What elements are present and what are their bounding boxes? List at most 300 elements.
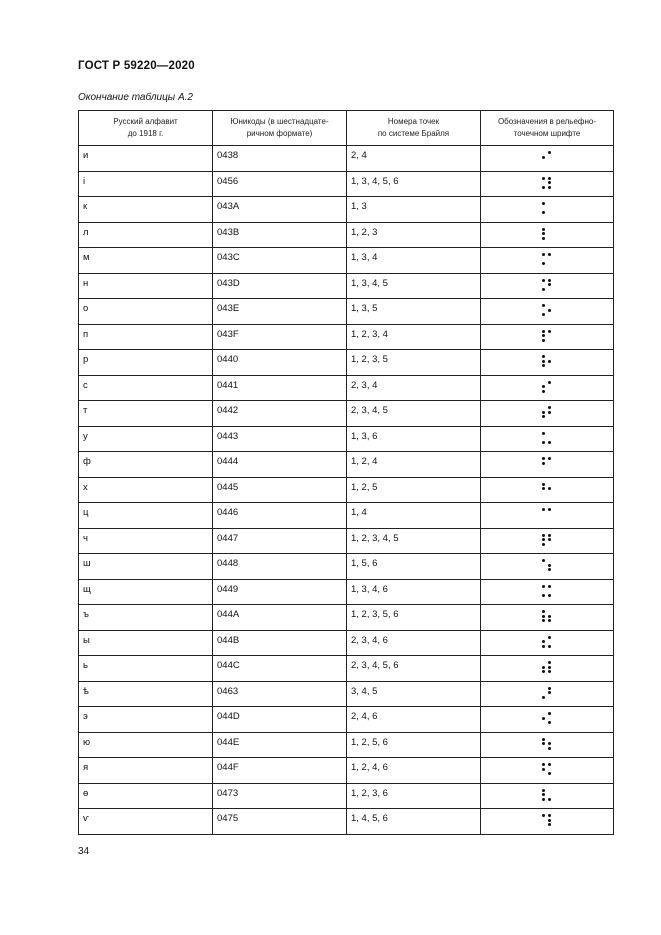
braille-dot-6	[548, 645, 551, 648]
braille-cell	[481, 732, 614, 758]
unicode-cell: 0449	[213, 579, 347, 605]
table-row	[79, 605, 614, 631]
braille-cell	[481, 477, 614, 503]
braille-cell	[481, 146, 614, 172]
letter-cell: л	[79, 222, 213, 248]
braille-dot-2	[542, 538, 545, 541]
table-header-row	[79, 111, 614, 146]
braille-dot-1	[542, 151, 545, 154]
table-row	[79, 171, 614, 197]
braille-dot-4	[548, 228, 551, 231]
braille-dot-5	[548, 181, 551, 184]
braille-cell	[481, 809, 614, 835]
braille-dot-5	[548, 462, 551, 465]
braille-dot-1	[542, 738, 545, 741]
table-row	[79, 248, 614, 274]
column-header-dots: Номера точек по системе Брайля	[347, 111, 481, 146]
letter-cell: н	[79, 273, 213, 299]
braille-dot-3	[542, 390, 545, 393]
table-row	[79, 579, 614, 605]
braille-dot-2	[542, 589, 545, 592]
dots-cell: 1, 3, 4, 6	[347, 579, 481, 605]
braille-dot-4	[548, 712, 551, 715]
braille-symbol	[542, 406, 552, 419]
braille-dot-5	[548, 819, 551, 822]
braille-dot-5	[548, 232, 551, 235]
dots-cell: 1, 3, 4, 5	[347, 273, 481, 299]
braille-dot-2	[542, 232, 545, 235]
braille-dot-5	[548, 283, 551, 286]
table-row	[79, 375, 614, 401]
braille-dot-5	[548, 156, 551, 159]
braille-cell	[481, 758, 614, 784]
braille-cell	[481, 350, 614, 376]
braille-symbol	[542, 763, 552, 776]
braille-dot-4	[548, 636, 551, 639]
braille-cell	[481, 324, 614, 350]
unicode-cell: 043D	[213, 273, 347, 299]
braille-dot-3	[542, 823, 545, 826]
dots-cell: 1, 2, 5, 6	[347, 732, 481, 758]
dots-cell: 1, 3, 5	[347, 299, 481, 325]
braille-dot-3	[542, 313, 545, 316]
braille-dot-2	[542, 691, 545, 694]
braille-dot-4	[548, 483, 551, 486]
letter-cell: о	[79, 299, 213, 325]
braille-cell	[481, 579, 614, 605]
braille-dot-6	[548, 415, 551, 418]
braille-cell	[481, 171, 614, 197]
braille-dot-5	[548, 207, 551, 210]
braille-dot-1	[542, 508, 545, 511]
dots-cell: 1, 3, 6	[347, 426, 481, 452]
braille-dot-1	[542, 763, 545, 766]
unicode-cell: 044E	[213, 732, 347, 758]
unicode-cell: 0447	[213, 528, 347, 554]
letter-cell: и	[79, 146, 213, 172]
dots-cell: 1, 4	[347, 503, 481, 529]
braille-dot-3	[542, 339, 545, 342]
unicode-cell: 043A	[213, 197, 347, 223]
braille-dot-6	[548, 798, 551, 801]
braille-symbol	[542, 661, 552, 674]
braille-dot-5	[548, 564, 551, 567]
unicode-cell: 0475	[213, 809, 347, 835]
braille-dot-1	[542, 177, 545, 180]
braille-dot-5	[548, 793, 551, 796]
braille-dot-2	[542, 156, 545, 159]
braille-dot-4	[548, 330, 551, 333]
braille-cell	[481, 452, 614, 478]
braille-dot-5	[548, 411, 551, 414]
braille-dot-4	[548, 661, 551, 664]
dots-cell: 3, 4, 5	[347, 681, 481, 707]
braille-dot-6	[548, 186, 551, 189]
braille-dot-1	[542, 253, 545, 256]
unicode-cell: 0443	[213, 426, 347, 452]
braille-symbol	[542, 253, 552, 266]
braille-cell	[481, 681, 614, 707]
letter-cell: р	[79, 350, 213, 376]
unicode-cell: 043F	[213, 324, 347, 350]
braille-dot-4	[548, 432, 551, 435]
braille-dot-5	[548, 334, 551, 337]
braille-dot-6	[548, 747, 551, 750]
table-row	[79, 477, 614, 503]
table-row	[79, 707, 614, 733]
braille-dot-6	[548, 696, 551, 699]
braille-dot-6	[548, 772, 551, 775]
braille-dot-2	[542, 666, 545, 669]
braille-dot-2	[542, 487, 545, 490]
letter-cell: ѵ	[79, 809, 213, 835]
table-row	[79, 681, 614, 707]
braille-dot-6	[548, 466, 551, 469]
letter-cell: т	[79, 401, 213, 427]
braille-dot-1	[542, 585, 545, 588]
braille-symbol	[542, 687, 552, 700]
braille-table	[78, 110, 614, 835]
dots-cell: 1, 2, 3, 5	[347, 350, 481, 376]
braille-dot-6	[548, 492, 551, 495]
letter-cell: ш	[79, 554, 213, 580]
braille-dot-6	[548, 517, 551, 520]
braille-dot-3	[542, 798, 545, 801]
braille-cell	[481, 401, 614, 427]
unicode-cell: 0444	[213, 452, 347, 478]
table-row	[79, 758, 614, 784]
letter-cell: ы	[79, 630, 213, 656]
braille-dot-5	[548, 258, 551, 261]
braille-dot-1	[542, 712, 545, 715]
braille-dot-5	[548, 742, 551, 745]
braille-dot-1	[542, 789, 545, 792]
braille-dot-5	[548, 436, 551, 439]
braille-symbol	[542, 177, 552, 190]
braille-dot-3	[542, 645, 545, 648]
braille-dot-6	[548, 339, 551, 342]
table-caption: Окончание таблицы А.2	[78, 92, 193, 103]
braille-dot-2	[542, 640, 545, 643]
table-row	[79, 146, 614, 172]
braille-dot-1	[542, 687, 545, 690]
braille-dot-2	[542, 181, 545, 184]
braille-dot-1	[542, 432, 545, 435]
braille-dot-4	[548, 789, 551, 792]
unicode-cell: 0448	[213, 554, 347, 580]
letter-cell: ц	[79, 503, 213, 529]
braille-dot-5	[548, 360, 551, 363]
braille-symbol	[542, 712, 552, 725]
dots-cell: 1, 2, 4	[347, 452, 481, 478]
dots-cell: 2, 4	[347, 146, 481, 172]
dots-cell: 2, 3, 4	[347, 375, 481, 401]
dots-cell: 2, 3, 4, 6	[347, 630, 481, 656]
braille-dot-2	[542, 436, 545, 439]
dots-cell: 1, 2, 3	[347, 222, 481, 248]
braille-symbol	[542, 789, 552, 802]
braille-cell	[481, 783, 614, 809]
braille-dot-3	[542, 441, 545, 444]
braille-dot-5	[548, 615, 551, 618]
braille-dot-4	[548, 534, 551, 537]
braille-dot-3	[542, 237, 545, 240]
table-row	[79, 630, 614, 656]
letter-cell: і	[79, 171, 213, 197]
braille-dot-3	[542, 721, 545, 724]
braille-dot-4	[548, 763, 551, 766]
braille-dot-5	[548, 717, 551, 720]
braille-symbol	[542, 483, 552, 496]
braille-dot-3	[542, 160, 545, 163]
braille-dot-3	[542, 568, 545, 571]
braille-dot-1	[542, 406, 545, 409]
table-row	[79, 452, 614, 478]
braille-symbol	[542, 228, 552, 241]
braille-dot-4	[548, 687, 551, 690]
braille-dot-3	[542, 288, 545, 291]
braille-dot-4	[548, 508, 551, 511]
letter-cell: ъ	[79, 605, 213, 631]
braille-symbol	[542, 202, 552, 215]
braille-dot-4	[548, 151, 551, 154]
dots-cell: 1, 4, 5, 6	[347, 809, 481, 835]
braille-dot-4	[548, 738, 551, 741]
table-row	[79, 324, 614, 350]
braille-dot-5	[548, 691, 551, 694]
braille-dot-3	[542, 594, 545, 597]
braille-dot-3	[542, 211, 545, 214]
braille-dot-6	[548, 313, 551, 316]
braille-dot-5	[548, 640, 551, 643]
unicode-cell: 043E	[213, 299, 347, 325]
braille-dot-4	[548, 381, 551, 384]
braille-cell	[481, 299, 614, 325]
dots-cell: 1, 2, 5	[347, 477, 481, 503]
braille-dot-3	[542, 466, 545, 469]
braille-dot-2	[542, 768, 545, 771]
braille-dot-6	[548, 211, 551, 214]
table-row	[79, 426, 614, 452]
table-row	[79, 554, 614, 580]
braille-dot-1	[542, 355, 545, 358]
braille-dot-4	[548, 279, 551, 282]
unicode-cell: 0445	[213, 477, 347, 503]
letter-cell: ч	[79, 528, 213, 554]
braille-dot-5	[548, 487, 551, 490]
braille-dot-1	[542, 457, 545, 460]
letter-cell: я	[79, 758, 213, 784]
letter-cell: ь	[79, 656, 213, 682]
unicode-cell: 044B	[213, 630, 347, 656]
unicode-cell: 0463	[213, 681, 347, 707]
braille-dot-4	[548, 406, 551, 409]
braille-symbol	[542, 738, 552, 751]
unicode-cell: 0456	[213, 171, 347, 197]
unicode-cell: 0446	[213, 503, 347, 529]
braille-dot-3	[542, 262, 545, 265]
braille-dot-6	[548, 594, 551, 597]
braille-dot-2	[542, 793, 545, 796]
braille-dot-4	[548, 177, 551, 180]
unicode-cell: 044C	[213, 656, 347, 682]
braille-dot-2	[542, 462, 545, 465]
braille-dot-1	[542, 202, 545, 205]
braille-dot-5	[548, 768, 551, 771]
braille-dot-2	[542, 283, 545, 286]
braille-dot-4	[548, 559, 551, 562]
dots-cell: 1, 2, 4, 6	[347, 758, 481, 784]
table-row	[79, 350, 614, 376]
unicode-cell: 0442	[213, 401, 347, 427]
letter-cell: п	[79, 324, 213, 350]
braille-dot-2	[542, 360, 545, 363]
braille-dot-6	[548, 543, 551, 546]
braille-cell	[481, 707, 614, 733]
braille-dot-5	[548, 589, 551, 592]
letter-cell: х	[79, 477, 213, 503]
braille-symbol	[542, 457, 552, 470]
braille-symbol	[542, 381, 552, 394]
braille-dot-1	[542, 279, 545, 282]
table-row	[79, 299, 614, 325]
braille-cell	[481, 528, 614, 554]
braille-dot-1	[542, 814, 545, 817]
braille-dot-6	[548, 288, 551, 291]
braille-symbol	[542, 330, 552, 343]
braille-symbol	[542, 355, 552, 368]
dots-cell: 2, 3, 4, 5, 6	[347, 656, 481, 682]
braille-dot-6	[548, 721, 551, 724]
table-row	[79, 401, 614, 427]
braille-symbol	[542, 534, 552, 547]
braille-dot-6	[548, 364, 551, 367]
braille-dot-2	[542, 385, 545, 388]
braille-symbol	[542, 814, 552, 827]
braille-dot-4	[548, 585, 551, 588]
standard-designation: ГОСТ Р 59220—2020	[78, 60, 195, 72]
braille-dot-3	[542, 543, 545, 546]
braille-dot-3	[542, 186, 545, 189]
braille-dot-2	[542, 615, 545, 618]
braille-dot-5	[548, 309, 551, 312]
dots-cell: 2, 3, 4, 5	[347, 401, 481, 427]
braille-dot-4	[548, 814, 551, 817]
braille-cell	[481, 248, 614, 274]
braille-dot-3	[542, 747, 545, 750]
braille-dot-4	[548, 610, 551, 613]
table-row	[79, 783, 614, 809]
dots-cell: 1, 5, 6	[347, 554, 481, 580]
braille-dot-2	[542, 207, 545, 210]
braille-dot-3	[542, 619, 545, 622]
braille-cell	[481, 656, 614, 682]
braille-dot-2	[542, 513, 545, 516]
braille-dot-4	[548, 355, 551, 358]
letter-cell: э	[79, 707, 213, 733]
unicode-cell: 044A	[213, 605, 347, 631]
braille-dot-3	[542, 670, 545, 673]
braille-symbol	[542, 304, 552, 317]
braille-dot-3	[542, 415, 545, 418]
letter-cell: м	[79, 248, 213, 274]
braille-dot-2	[542, 334, 545, 337]
braille-dot-6	[548, 441, 551, 444]
letter-cell: ѳ	[79, 783, 213, 809]
braille-dot-4	[548, 304, 551, 307]
table-row	[79, 528, 614, 554]
braille-dot-3	[542, 492, 545, 495]
braille-dot-1	[542, 330, 545, 333]
braille-symbol	[542, 432, 552, 445]
dots-cell: 1, 2, 3, 6	[347, 783, 481, 809]
braille-dot-3	[542, 696, 545, 699]
braille-dot-6	[548, 823, 551, 826]
braille-dot-1	[542, 483, 545, 486]
braille-dot-4	[548, 202, 551, 205]
braille-dot-1	[542, 304, 545, 307]
table-row	[79, 732, 614, 758]
braille-symbol	[542, 279, 552, 292]
letter-cell: у	[79, 426, 213, 452]
braille-cell	[481, 273, 614, 299]
letter-cell: ѣ	[79, 681, 213, 707]
unicode-cell: 0473	[213, 783, 347, 809]
braille-dot-4	[548, 253, 551, 256]
dots-cell: 1, 3, 4	[347, 248, 481, 274]
unicode-cell: 0441	[213, 375, 347, 401]
unicode-cell: 044F	[213, 758, 347, 784]
braille-dot-2	[542, 819, 545, 822]
braille-dot-6	[548, 390, 551, 393]
braille-cell	[481, 222, 614, 248]
dots-cell: 1, 3, 4, 5, 6	[347, 171, 481, 197]
table-row	[79, 656, 614, 682]
letter-cell: ю	[79, 732, 213, 758]
dots-cell: 2, 4, 6	[347, 707, 481, 733]
unicode-cell: 043B	[213, 222, 347, 248]
braille-symbol	[542, 151, 552, 164]
unicode-cell: 0440	[213, 350, 347, 376]
dots-cell: 1, 2, 3, 4, 5	[347, 528, 481, 554]
column-header-unicode: Юникоды (в шестнадцате- ричном формате)	[213, 111, 347, 146]
table-row	[79, 197, 614, 223]
table-row	[79, 273, 614, 299]
braille-cell	[481, 630, 614, 656]
letter-cell: ф	[79, 452, 213, 478]
table-row	[79, 503, 614, 529]
braille-dot-6	[548, 237, 551, 240]
letter-cell: щ	[79, 579, 213, 605]
dots-cell: 1, 3	[347, 197, 481, 223]
table-row	[79, 809, 614, 835]
braille-dot-3	[542, 772, 545, 775]
braille-dot-5	[548, 666, 551, 669]
braille-dot-1	[542, 534, 545, 537]
braille-dot-3	[542, 364, 545, 367]
braille-dot-5	[548, 385, 551, 388]
column-header-alphabet: Русский алфавит до 1918 г.	[79, 111, 213, 146]
braille-cell	[481, 605, 614, 631]
braille-dot-1	[542, 228, 545, 231]
braille-dot-2	[542, 717, 545, 720]
braille-dot-1	[542, 636, 545, 639]
braille-symbol	[542, 636, 552, 649]
dots-cell: 1, 2, 3, 4	[347, 324, 481, 350]
dots-cell: 1, 2, 3, 5, 6	[347, 605, 481, 631]
braille-dot-2	[542, 411, 545, 414]
braille-cell	[481, 197, 614, 223]
